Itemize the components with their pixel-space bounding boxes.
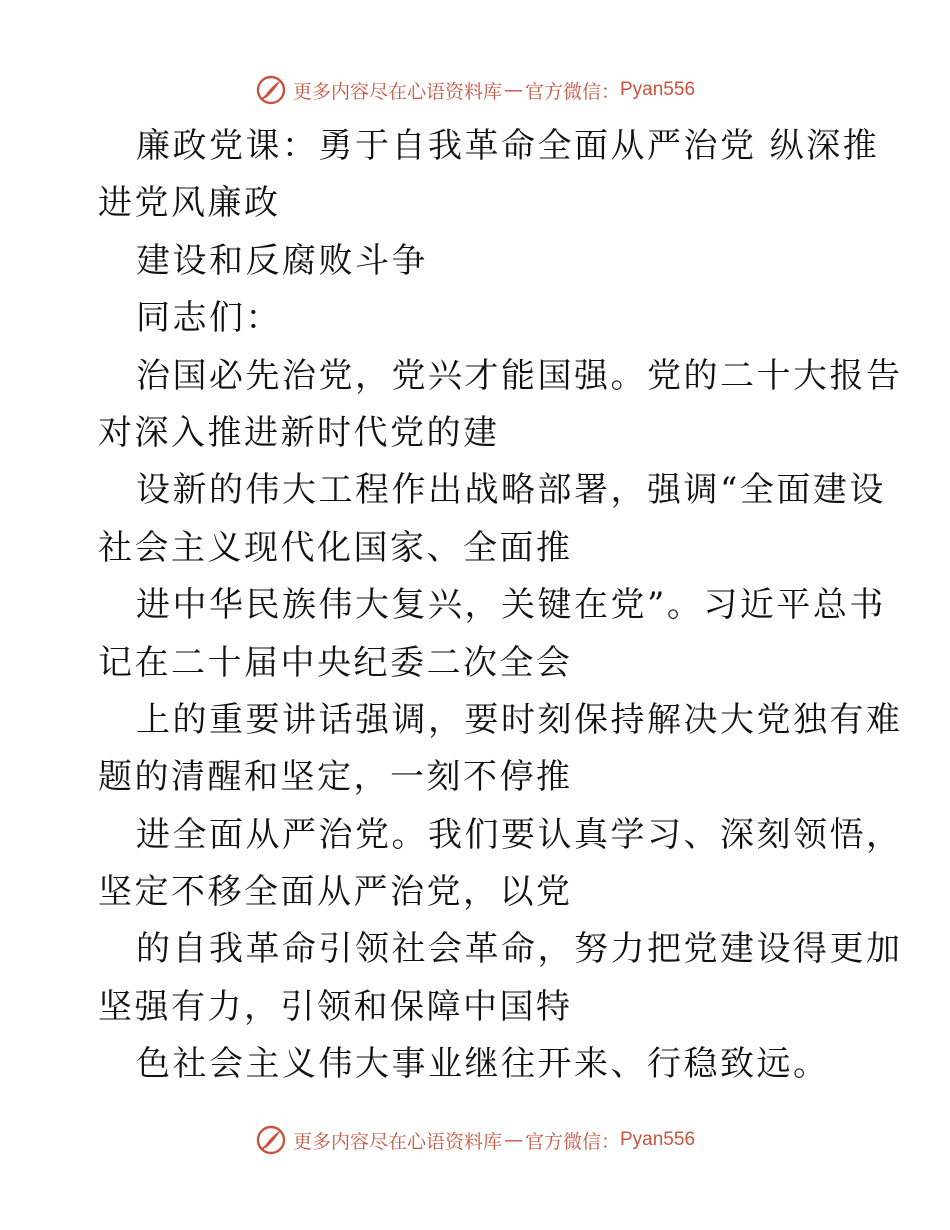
paragraph-line: 进中华民族伟大复兴，关键在党”。习近平总书 [136, 585, 886, 626]
watermark-label: 官方微信： [524, 1130, 620, 1153]
footer-watermark [0, 1120, 950, 1160]
watermark-site-text: 更多内容尽在心语资料库 [292, 80, 502, 103]
paragraph-line: 坚强有力，引领和保障中国特 [98, 986, 573, 1027]
watermark-site-text: 更多内容尽在心语资料库 [292, 1130, 502, 1153]
watermark-separator: — [503, 1129, 523, 1151]
document-body [98, 118, 903, 1094]
title-line-1: 廉政党课：勇于自我革命全面从严治党 纵深推 [136, 126, 880, 166]
paragraph-line: 上的重要讲话强调，要时刻保持解决大党独有难 [136, 699, 903, 740]
watermark-separator: — [503, 79, 523, 101]
paragraph-line: 治国必先治党，党兴才能国强。党的二十大报告 [136, 355, 903, 396]
header-watermark [0, 70, 950, 110]
salutation: 同志们： [136, 298, 282, 339]
paragraph-line: 记在二十届中央纪委二次全会 [98, 642, 573, 683]
feather-logo-icon [255, 74, 287, 106]
paragraph-line: 的自我革命引领社会革命，努力把党建设得更加 [136, 929, 903, 970]
paragraph-line: 题的清醒和坚定，一刻不停推 [98, 757, 573, 798]
paragraph-line: 进全面从严治党。我们要认真学习、深刻领悟， [136, 814, 903, 855]
paragraph-line: 社会主义现代化国家、全面推 [98, 527, 573, 568]
paragraph-line: 坚定不移全面从严治党，以党 [98, 872, 573, 913]
watermark-wechat-id: Pyan556 [620, 1129, 696, 1150]
title-line-3: 建设和反腐败斗争 [136, 240, 428, 281]
watermark-label: 官方微信： [524, 80, 620, 103]
title-line-2: 进党风廉政 [98, 183, 281, 224]
feather-logo-icon [255, 1124, 287, 1156]
paragraph-line: 设新的伟大工程作出战略部署，强调“全面建设 [136, 470, 886, 511]
paragraph-line: 对深入推进新时代党的建 [98, 412, 500, 453]
paragraph-line: 色社会主义伟大事业继往开来、行稳致远。 [136, 1044, 830, 1085]
watermark-wechat-id: Pyan556 [620, 79, 696, 100]
